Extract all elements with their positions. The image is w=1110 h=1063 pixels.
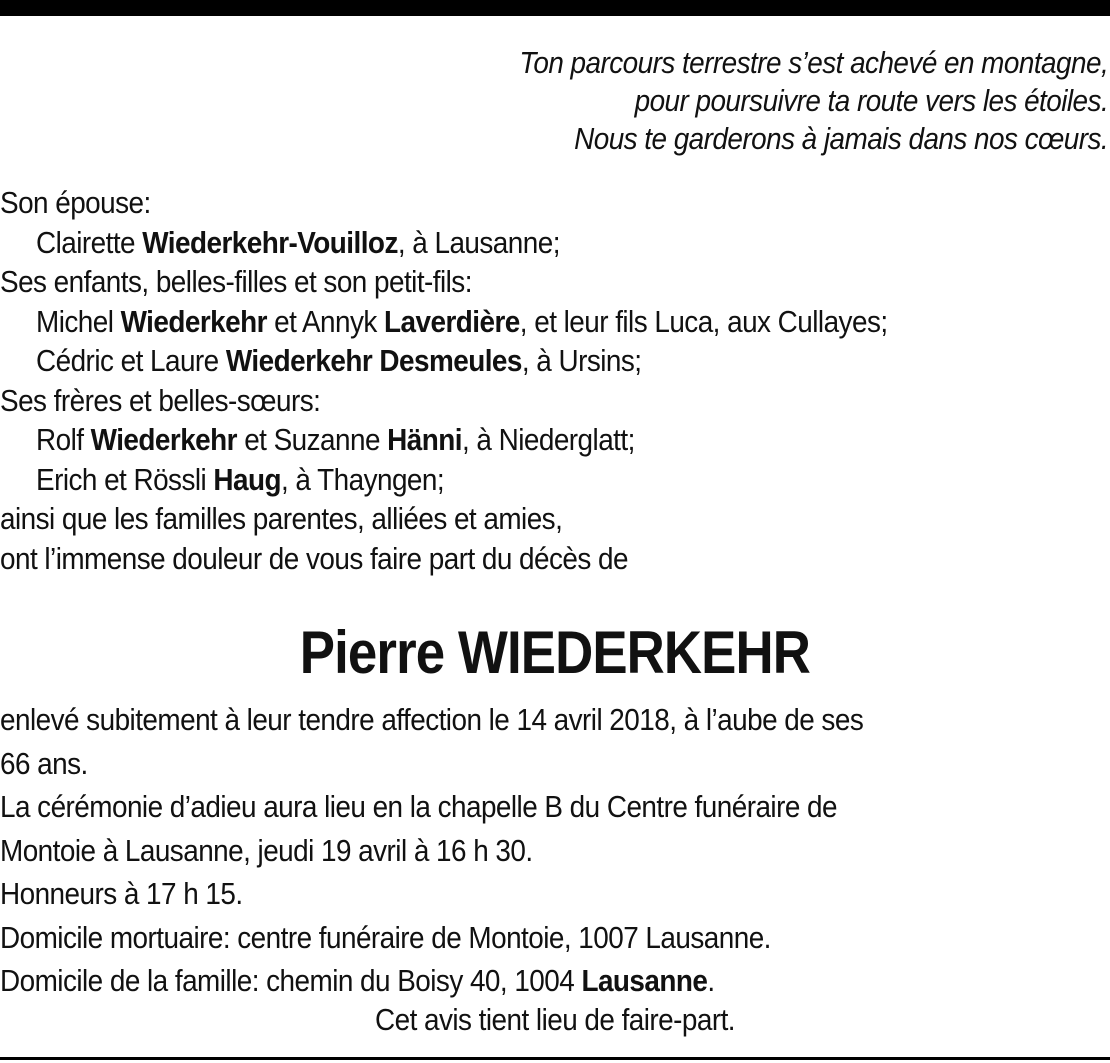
closing-note [0, 1000, 1110, 1040]
family-list [0, 183, 1107, 578]
details-line: 66 ans. [0, 745, 88, 781]
poem-line: Nous te garderons à jamais dans nos cœurs. [573, 121, 1108, 156]
family-address-text: Domicile de la famille: chemin du Boisy 40, 1004 [0, 963, 582, 998]
deceased-name-text: Pierre WIEDERKEHR [299, 619, 811, 686]
sibling-text: et Suzanne [236, 422, 388, 457]
poem-verse [519, 44, 1108, 158]
spouse-location: , à Lausanne; [397, 224, 560, 260]
family-address-line [0, 959, 1107, 1003]
deceased-name [0, 618, 1110, 688]
child-surname: Wiederkehr [120, 303, 267, 339]
child-text: Michel [36, 303, 121, 339]
poem-line: pour poursuivre ta route vers les étoiles. [634, 83, 1108, 118]
siblings-heading: Ses frères et belles-sœurs: [0, 382, 321, 418]
top-rule [0, 0, 1110, 16]
sibling-text: Rolf [36, 422, 91, 457]
child-surname: Wiederkehr Desmeules [225, 343, 522, 378]
details-line: La cérémonie d’adieu aura lieu en la chapelle B du Centre funéraire de [0, 789, 837, 824]
sibling-text: , à Thayngen; [281, 461, 445, 497]
spouse-heading: Son épouse: [0, 185, 151, 220]
details-line: Domicile mortuaire: centre funéraire de Montoie, 1007 Lausanne. [0, 919, 771, 955]
closing-note-text: Cet avis tient lieu de faire-part. [374, 1002, 736, 1037]
spouse-entry [0, 223, 1107, 263]
bottom-rule [0, 1057, 1110, 1060]
child-text: Cédric et Laure [36, 343, 226, 378]
sibling-text: , à Niederglatt; [461, 422, 635, 457]
poem-line: Ton parcours terrestre s’est achevé en montagne, [519, 45, 1108, 80]
sibling-entry [0, 460, 1107, 500]
sibling-surname: Wiederkehr [90, 422, 237, 457]
details-line: Montoie à Lausanne, jeudi 19 avril à 16 h 30. [0, 832, 533, 868]
children-heading: Ses enfants, belles-filles et son petit-fils: [0, 264, 472, 299]
sibling-text: Erich et Rössli [36, 461, 214, 497]
child-entry [0, 341, 1107, 381]
sibling-surname: Hänni [387, 422, 462, 457]
spouse-first-name: Clairette [36, 224, 143, 260]
details-line: enlevé subitement à leur tendre affection le 14 avril 2018, à l’aube de ses [0, 702, 864, 737]
family-address-city: Lausanne [581, 963, 708, 998]
child-text: et Annyk [266, 303, 385, 339]
sibling-entry [0, 420, 1107, 460]
ceremony-details [0, 698, 1107, 1003]
details-line: Honneurs à 17 h 15. [0, 876, 243, 911]
sibling-surname: Haug [213, 461, 282, 497]
child-entry [0, 302, 1107, 342]
family-address-end: . [707, 963, 715, 998]
child-text: , à Ursins; [521, 343, 642, 378]
spouse-surname: Wiederkehr-Vouilloz [142, 224, 398, 260]
child-text: , et leur fils Luca, aux Cullayes; [519, 303, 888, 339]
announcement-line: ont l’immense douleur de vous faire part du décès de [0, 540, 628, 576]
child-surname: Laverdière [384, 303, 520, 339]
relatives-line: ainsi que les familles parentes, alliées et amies, [0, 501, 563, 536]
